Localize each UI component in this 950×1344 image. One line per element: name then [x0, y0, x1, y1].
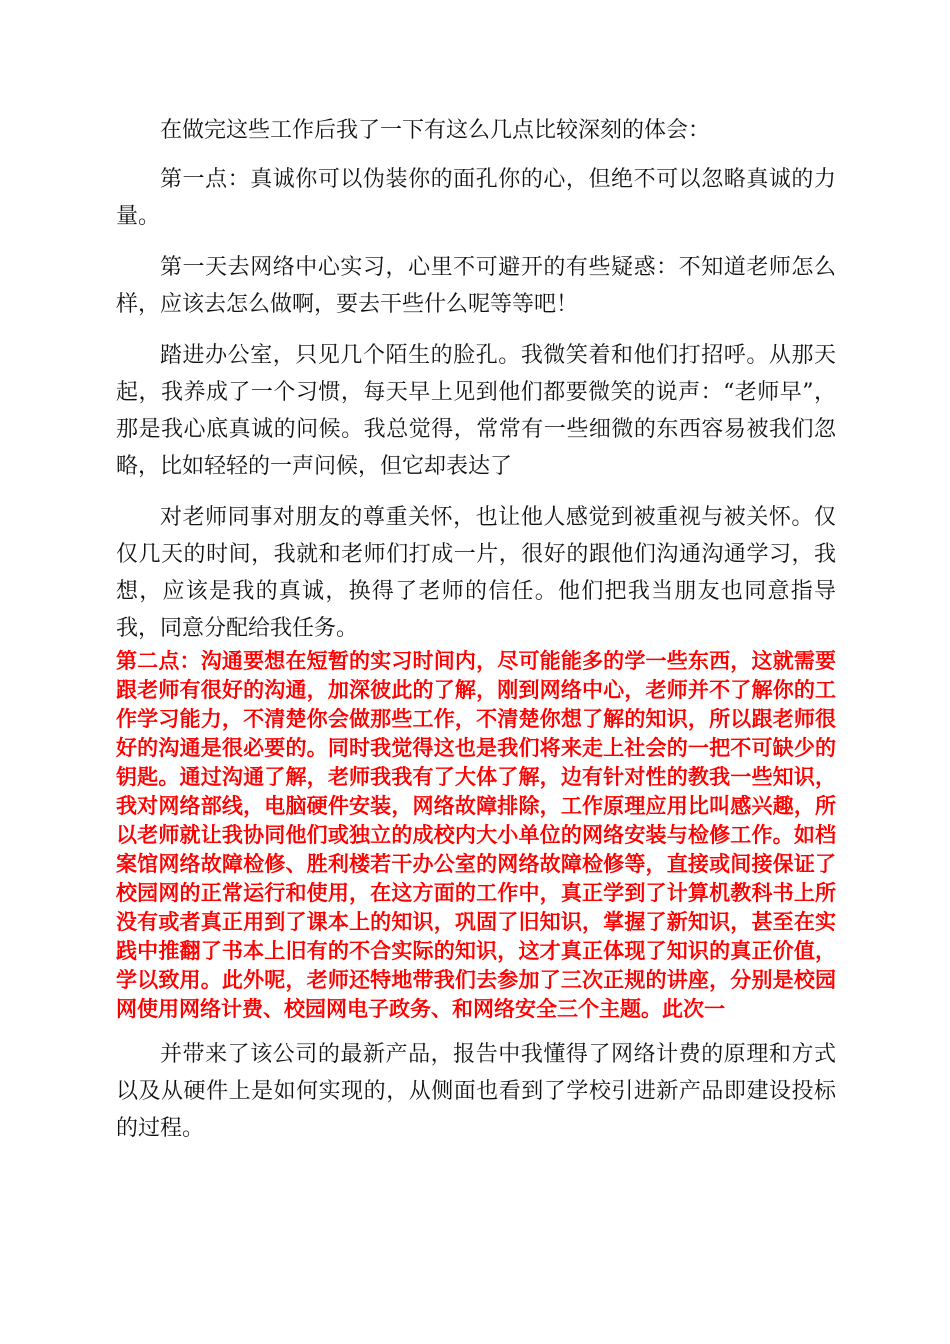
paragraph-first-day: 第一天去网络中心实习，心里不可避开的有些疑惑：不知道老师怎么样，应该去怎么做啊，要去干些什么呢等等吧！ — [116, 255, 836, 317]
paragraph-point-one-sincerity: 第一点：真诚你可以伪装你的面孔你的心，但绝不可以忽略真诚的力量。 — [116, 167, 836, 229]
paragraph-intro: 在做完这些工作后我了一下有这么几点比较深刻的体会： — [160, 118, 711, 143]
paragraph-respect-trust: 对老师同事对朋友的尊重关怀，也让他人感觉到被重视与被关怀。仅仅几天的时间，我就和老师们打成一片，很好的跟他们沟通沟通学习，我想，应该是我的真诚，换得了老师的信任。他们把我当朋友也同意指导我，同意分配给我任务。 — [116, 505, 836, 641]
document-body — [116, 112, 836, 1147]
paragraph-point-two-communication: 第二点：沟通要想在短暂的实习时间内，尽可能能多的学一些东西，这就需要跟老师有很好的沟通，加深彼此的了解，刚到网络中心，老师并不了解你的工作学习能力，不清楚你会做那些工作，不清楚你想了解的知识，所以跟老师很好的沟通是很必要的。同时我觉得这也是我们将来走上社会的一把不可缺少的钥匙。通过沟通了解，老师我我有了大体了解，边有针对性的教我一些知识，我对网络部线，电脑硬件安装，网络故障排除，工作原理应用比叫感兴趣，所以老师就让我协同他们或独立的成校内大小单位的网络安装与检修工作。如档案馆网络故障检修、胜利楼若干办公室的网络故障检修等，直接或间接保证了校园网的正常运行和使用，在这方面的工作中，真正学到了计算机教科书上所没有或者真正用到了课本上的知识，巩固了旧知识，掌握了新知识，甚至在实践中推翻了书本上旧有的不合实际的知识，这才真正体现了知识的真正价值，学以致用。此外呢，老师还特地带我们去参加了三次正规的讲座，分别是校园网使用网络计费、校园网电子政务、和网络安全三个主题。此次一 — [116, 649, 836, 1021]
paragraph-office-greeting: 踏进办公室，只见几个陌生的脸孔。我微笑着和他们打招呼。从那天起，我养成了一个习惯，每天早上见到他们都要微笑的说声：“老师早”，那是我心底真诚的问候。我总觉得，常常有一些细微的东西容易被我们忽略，比如轻轻的一声问候，但它却表达了 — [116, 343, 836, 479]
paragraph-lecture-product: 并带来了该公司的最新产品，报告中我懂得了网络计费的原理和方式以及从硬件上是如何实现的，从侧面也看到了学校引进新产品即建设投标的过程。 — [116, 1042, 836, 1141]
